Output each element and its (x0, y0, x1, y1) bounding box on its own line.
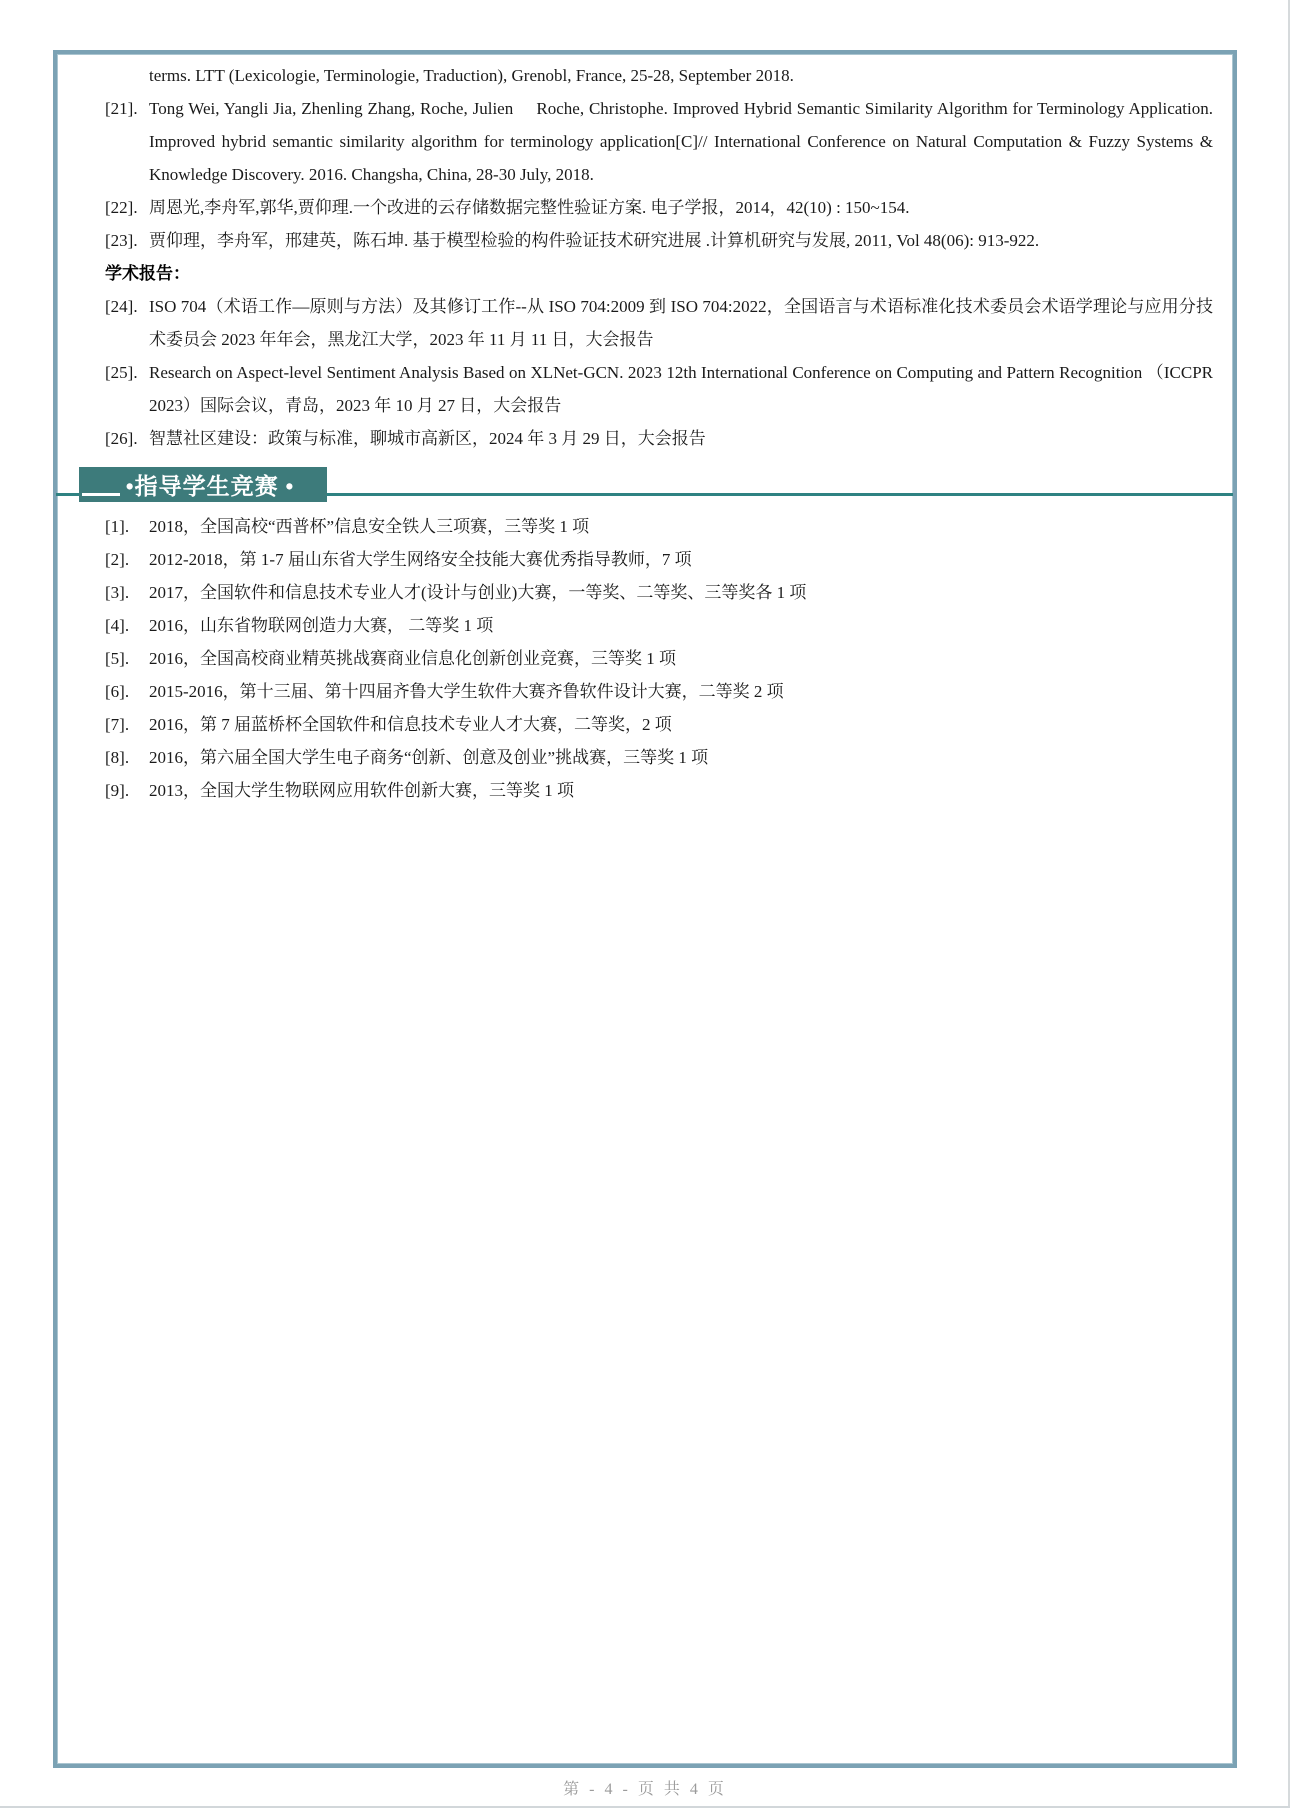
competition-number: [4]. (105, 616, 130, 635)
report-item (105, 356, 1213, 422)
competition-item (105, 510, 1213, 543)
reference-number: [23]. (105, 231, 138, 250)
report-number: [25]. (105, 363, 138, 382)
competition-item (105, 576, 1213, 609)
section-header-title: •指导学生竞赛 • (125, 474, 295, 499)
reference-item (105, 191, 1213, 224)
competition-item (105, 774, 1213, 807)
competition-text: 2013，全国大学生物联网应用软件创新大赛，三等奖 1 项 (149, 781, 574, 800)
reference-number: [21]. (105, 99, 138, 118)
document-content (105, 59, 1213, 807)
report-item (105, 290, 1213, 356)
competition-number: [6]. (105, 682, 130, 701)
competition-item (105, 642, 1213, 675)
competition-text: 2012-2018，第 1-7 届山东省大学生网络安全技能大赛优秀指导教师，7 项 (149, 550, 692, 569)
report-text: 智慧社区建设：政策与标准，聊城市高新区，2024 年 3 月 29 日，大会报告 (149, 429, 706, 448)
reference-text: Tong Wei, Yangli Jia, Zhenling Zhang, Roche, Julien Roche, Christophe. Improved Hybrid Semantic Similarity Algorithm for Terminology Application. Improved hybrid semantic similarity algorithm for terminology application[C]// International Conference on Natural Computation & Fuzzy Systems & Knowledge Discovery. 2016. Changsha, China, 28-30 July, 2018. (149, 99, 1213, 184)
reference-text: terms. LTT (Lexicologie, Terminologie, Traduction), Grenobl, France, 25-28, September 2018. (149, 66, 794, 85)
competition-text: 2016，第 7 届蓝桥杯全国软件和信息技术专业人才大赛，二等奖，2 项 (149, 715, 672, 734)
reference-number: [22]. (105, 198, 138, 217)
competition-text: 2018，全国高校“西普杯”信息安全铁人三项赛，三等奖 1 项 (149, 517, 590, 536)
competition-item (105, 741, 1213, 774)
references-list (105, 59, 1213, 257)
competition-text: 2017，全国软件和信息技术专业人才(设计与创业)大赛，一等奖、二等奖、三等奖各 1 项 (149, 583, 807, 602)
competition-item (105, 609, 1213, 642)
reference-item (105, 92, 1213, 191)
competition-item (105, 675, 1213, 708)
page-number-footer: 第 - 4 - 页 共 4 页 (563, 1781, 727, 1798)
academic-reports-list (105, 290, 1213, 455)
competition-number: [5]. (105, 649, 130, 668)
reference-item (105, 59, 1213, 92)
competition-number: [8]. (105, 748, 130, 767)
report-text: ISO 704（术语工作—原则与方法）及其修订工作--从 ISO 704:2009 到 ISO 704:2022，全国语言与术语标准化技术委员会术语学理论与应用分技术委员会 2023 年年会，黑龙江大学，2023 年 11 月 11 日，大会报告 (149, 297, 1213, 349)
competition-text: 2016，第六届全国大学生电子商务“创新、创意及创业”挑战赛，三等奖 1 项 (149, 748, 709, 767)
reference-item (105, 224, 1213, 257)
competition-item (105, 543, 1213, 576)
student-competitions-list (105, 510, 1213, 807)
competition-item (105, 708, 1213, 741)
student-competitions-section-header (56, 467, 1233, 502)
competition-text: 2015-2016，第十三届、第十四届齐鲁大学生软件大赛齐鲁软件设计大赛，二等奖 2 项 (149, 682, 784, 701)
competition-number: [2]. (105, 550, 130, 569)
section-header-white-dash (82, 493, 120, 496)
reference-text: 贾仰理，李舟军，邢建英，陈石坤. 基于模型检验的构件验证技术研究进展 .计算机研究与发展, 2011, Vol 48(06): 913-922. (149, 231, 1040, 250)
competition-number: [1]. (105, 517, 130, 536)
report-text: Research on Aspect-level Sentiment Analysis Based on XLNet-GCN. 2023 12th International Conference on Computing and Pattern Recognition （ICCPR 2023）国际会议，青岛，2023 年 10 月 27 日，大会报告 (149, 363, 1213, 415)
reference-text: 周恩光,李舟军,郭华,贾仰理.一个改进的云存储数据完整性验证方案. 电子学报，2014，42(10) : 150~154. (149, 198, 910, 217)
report-number: [24]. (105, 297, 138, 316)
competition-number: [9]. (105, 781, 130, 800)
competition-number: [7]. (105, 715, 130, 734)
report-item (105, 422, 1213, 455)
competition-number: [3]. (105, 583, 130, 602)
competition-text: 2016，山东省物联网创造力大赛， 二等奖 1 项 (149, 616, 494, 635)
competition-text: 2016，全国高校商业精英挑战赛商业信息化创新创业竞赛，三等奖 1 项 (149, 649, 676, 668)
report-number: [26]. (105, 429, 138, 448)
academic-reports-heading: 学术报告： (105, 264, 190, 283)
section-header-banner (79, 467, 327, 502)
